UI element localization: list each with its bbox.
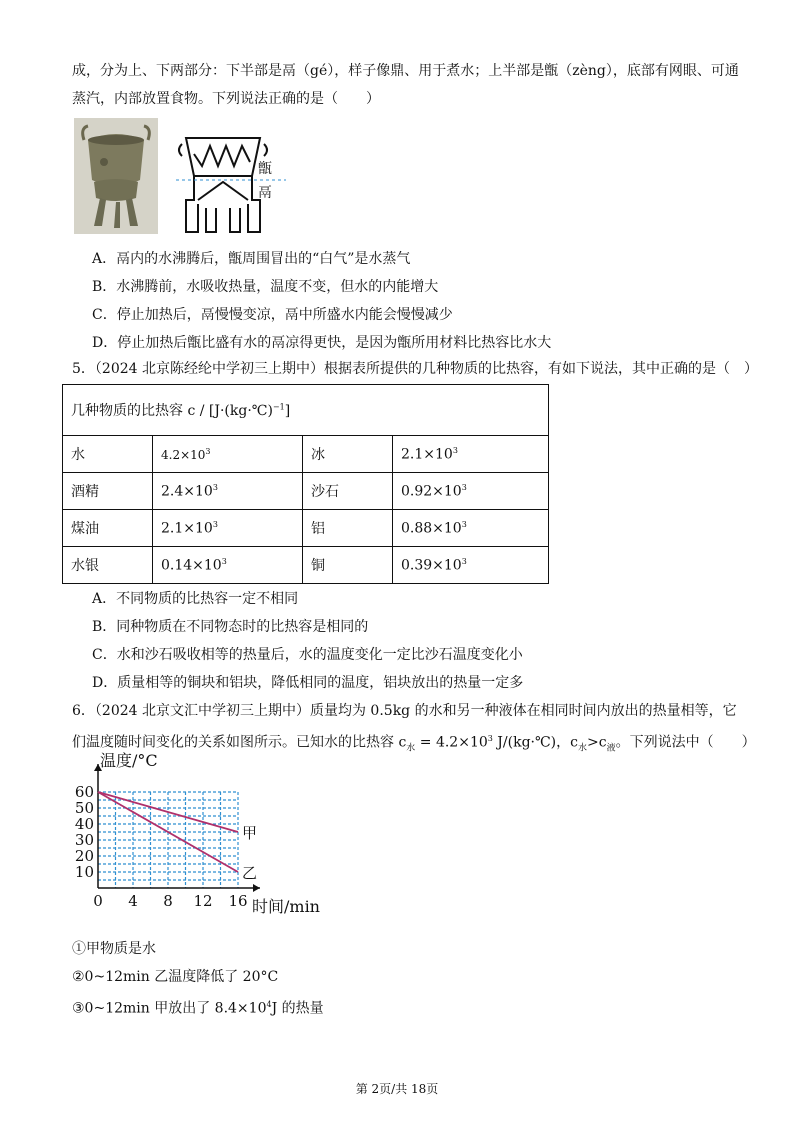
q4-option-c: C．停止加热后，鬲慢慢变凉，鬲中所盛水内能会慢慢减少 (92, 307, 453, 323)
cell-value: $2.1\times 10^3$ (393, 436, 549, 473)
vessel-sketch (176, 124, 286, 236)
bronze-vessel-photo (74, 118, 158, 234)
y-tick-label: 20 (74, 847, 94, 865)
q6-statement-2: ②0~12min 乙温度降低了 20°C (72, 969, 279, 985)
cell-value: $0.92\times 10^3$ (393, 473, 549, 510)
y-axis-label: 温度/°C (100, 752, 158, 770)
q6-statement-1: ①甲物质是水 (72, 941, 156, 957)
table-header (63, 385, 549, 436)
q5-option-b: B．同种物质在不同物态时的比热容是相同的 (92, 619, 369, 635)
cell-name: 水银 (63, 547, 153, 584)
y-tick-label: 60 (74, 783, 94, 801)
cell-value: $2.4\times 10^3$ (153, 473, 303, 510)
table-row (63, 510, 549, 547)
cell-name: 水 (63, 436, 153, 473)
table-header-exp: −1 (272, 402, 285, 412)
cell-name: 冰 (303, 436, 393, 473)
intro-line-1: 成，分为上、下两部分：下半部是鬲（gé），样子像鼎、用于煮水；上半部是甑（zèng），底部有网眼、可通 (72, 63, 739, 79)
x-axis-label: 时间/min (252, 897, 320, 916)
cell-value: $0.14\times 10^3$ (153, 547, 303, 584)
x-tick-label: 0 (93, 892, 103, 910)
y-tick-label: 50 (74, 799, 94, 817)
q4-option-b: B．水沸腾前，水吸收热量，温度不变，但水的内能增大 (92, 279, 439, 295)
q6-statement-3: ③0~12min 甲放出了 $8.4\times 10^4J$ 的热量 (72, 1000, 324, 1017)
x-tick-label: 4 (128, 892, 138, 910)
y-tick-label: 40 (74, 815, 94, 833)
q5-option-a: A．不同物质的比热容一定不相同 (92, 591, 299, 607)
q5-stem: 5．（2024 北京陈经纶中学初三上期中）根据表所提供的几种物质的比热容，有如下说法，其中正确的是（ ） (72, 361, 758, 377)
cell-name: 酒精 (63, 473, 153, 510)
temperature-time-chart (60, 752, 330, 932)
y-tick-label: 30 (74, 831, 94, 849)
x-tick-label: 12 (193, 892, 213, 910)
q6-stem-1: 6．（2024 北京文汇中学初三上期中）质量均为 0.5kg 的水和另一种液体在相同时间内放出的热量相等，它 (72, 703, 737, 719)
specific-heat-table (62, 384, 549, 584)
table-row (63, 436, 549, 473)
series-label-0: 甲 (242, 824, 258, 842)
cell-value: $0.39\times 10^3$ (393, 547, 549, 584)
label-li: 鬲 (258, 185, 272, 201)
cell-value: $4.2\times 10^3$ (153, 436, 303, 473)
q5-option-c: C．水和沙石吸收相等的热量后，水的温度变化一定比沙石温度变化小 (92, 647, 523, 663)
table-header-text: 几种物质的比热容 c / [J·(kg·℃) (71, 403, 273, 419)
table-row (63, 473, 549, 510)
q6-stem-2: 们温度随时间变化的关系如图所示。已知水的比热容 $c_水 = 4.2\times 10^3$ J/(kg·℃)，$c_水>c_液$。下列说法中（ ） (72, 734, 756, 754)
table-row (63, 547, 549, 584)
y-tick-label: 10 (74, 863, 94, 881)
cell-value: $2.1\times 10^3$ (153, 510, 303, 547)
page-footer: 第 2页/共 18页 (355, 1082, 439, 1096)
label-zeng: 甑 (258, 161, 272, 177)
cell-value: $0.88\times 10^3$ (393, 510, 549, 547)
x-axis-arrow (253, 884, 260, 892)
q4-option-a: A．鬲内的水沸腾后，甑周围冒出的“白气”是水蒸气 (92, 251, 411, 267)
x-tick-label: 8 (163, 892, 173, 910)
cell-name: 铜 (303, 547, 393, 584)
cell-name: 铝 (303, 510, 393, 547)
q5-option-d: D．质量相等的铜块和铝块，降低相同的温度，铝块放出的热量一定多 (92, 675, 524, 691)
intro-line-2: 蒸汽，内部放置食物。下列说法正确的是（ ） (72, 91, 380, 107)
q4-option-d: D．停止加热后甑比盛有水的鬲凉得更快，是因为甑所用材料比热容比水大 (92, 335, 552, 351)
x-tick-label: 16 (228, 892, 248, 910)
series-label-1: 乙 (242, 864, 258, 882)
table-header-close: ] (284, 403, 291, 419)
cell-name: 煤油 (63, 510, 153, 547)
cell-name: 沙石 (303, 473, 393, 510)
